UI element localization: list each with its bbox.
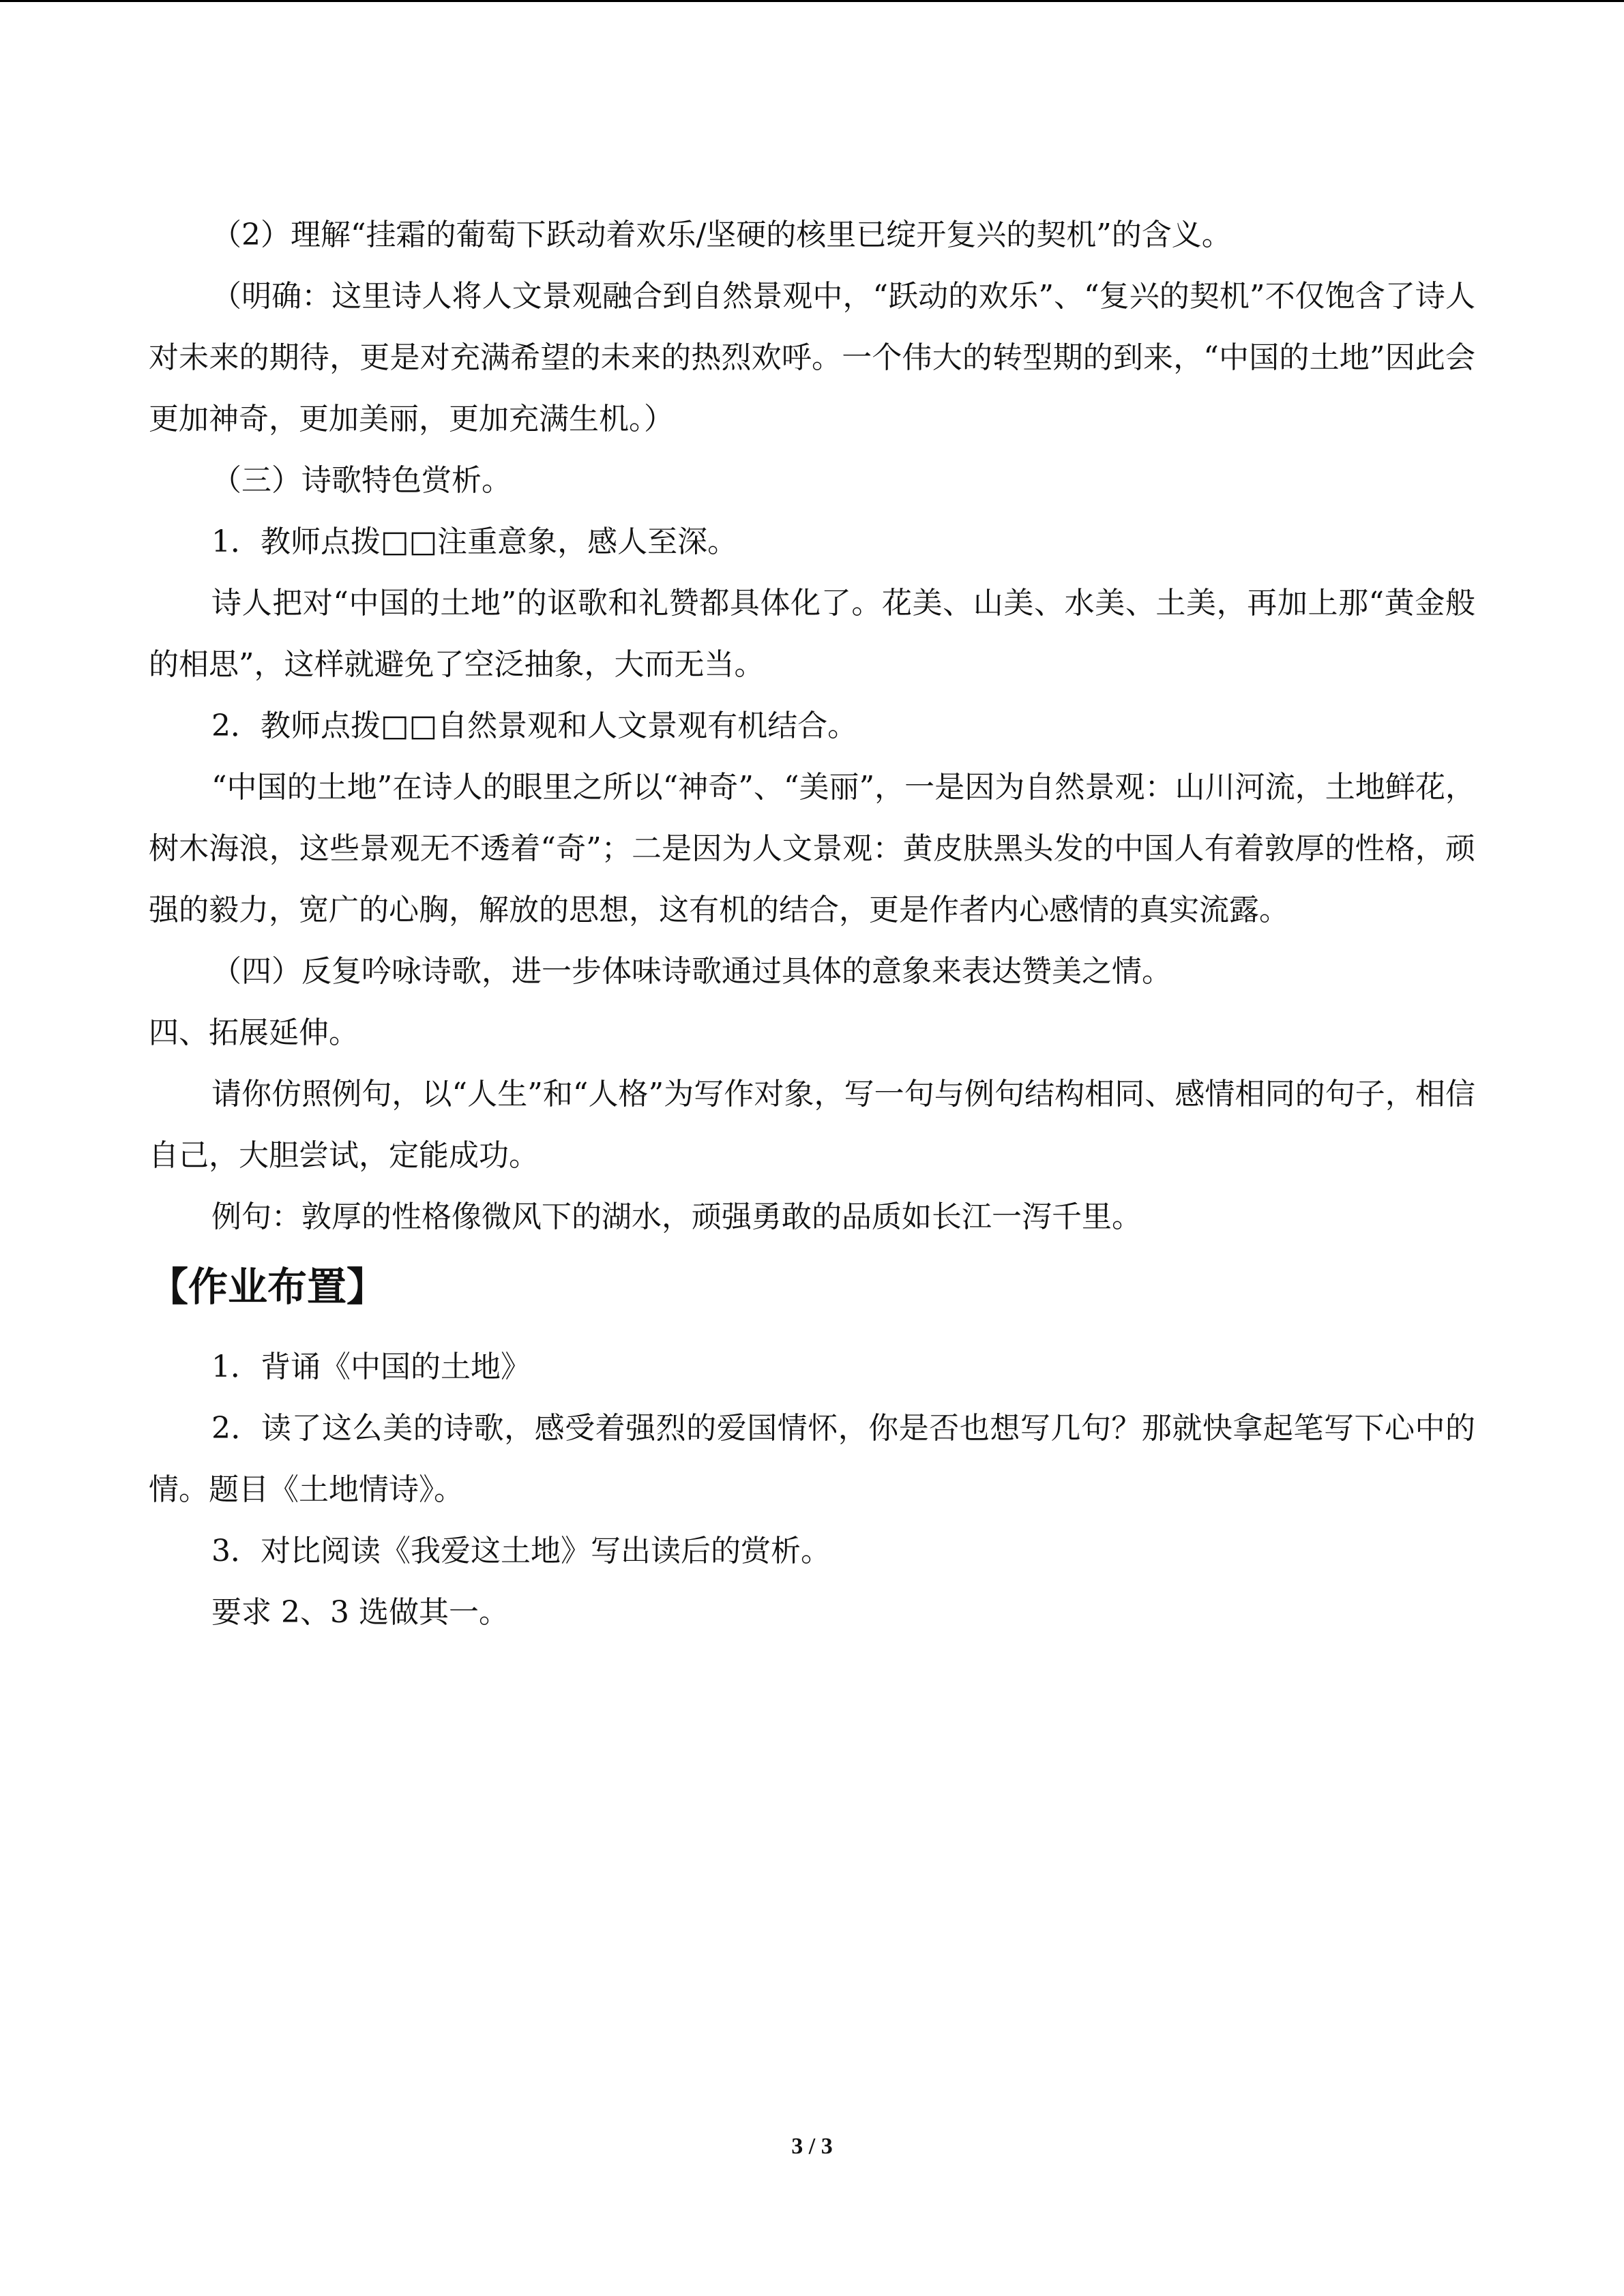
section-heading-extension: 四、拓展延伸。 xyxy=(149,1015,359,1050)
paragraph: 2．读了这么美的诗歌，感受着强烈的爱国情怀，你是否也想写几句？那就快拿起笔写下心中的情。题目《土地情诗》。 xyxy=(149,1411,1475,1507)
document-body xyxy=(149,205,1475,1643)
paragraph: 例句：敦厚的性格像微风下的湖水，顽强勇敢的品质如长江一泻千里。 xyxy=(211,1199,1142,1234)
top-border-line xyxy=(0,0,1624,2)
paragraph: 1．背诵《中国的土地》 xyxy=(211,1350,531,1384)
paragraph: “中国的土地”在诗人的眼里之所以“神奇”、“美丽”，一是因为自然景观：山川河流，土地鲜花，树木海浪，这些景观无不透着“奇”；二是因为人文景观：黄皮肤黑头发的中国人有着敦厚的性格，顽强的毅力，宽广的心胸，解放的思想，这有机的结合，更是作者内心感情的真实流露。 xyxy=(149,770,1475,927)
paragraph: 3．对比阅读《我爱这土地》写出读后的赏析。 xyxy=(211,1534,831,1568)
paragraph: （明确：这里诗人将人文景观融合到自然景观中，“跃动的欢乐”、“复兴的契机”不仅饱含了诗人对未来的期待，更是对充满希望的未来的热烈欢呼。一个伟大的转型期的到来，“中国的土地”因此会更加神奇，更加美丽，更加充满生机。） xyxy=(149,279,1475,436)
paragraph: 1．教师点拨□□注重意象，感人至深。 xyxy=(211,524,738,559)
paragraph: 2．教师点拨□□自然景观和人文景观有机结合。 xyxy=(211,709,858,743)
paragraph: （2）理解“挂霜的葡萄下跃动着欢乐/坚硬的核里已绽开复兴的契机”的含义。 xyxy=(211,218,1232,252)
paragraph: （四）反复吟咏诗歌，进一步体味诗歌通过具体的意象来表达赞美之情。 xyxy=(211,954,1172,989)
paragraph: 诗人把对“中国的土地”的讴歌和礼赞都具体化了。花美、山美、水美、土美，再加上那“黄金般的相思”，这样就避免了空泛抽象，大而无当。 xyxy=(149,586,1475,682)
paragraph: 要求 2、3 选做其一。 xyxy=(211,1595,509,1630)
homework-heading: 【作业布置】 xyxy=(149,1264,387,1310)
paragraph: （三）诗歌特色赏析。 xyxy=(211,463,512,498)
page-number: 3 / 3 xyxy=(791,2134,833,2159)
paragraph: 请你仿照例句，以“人生”和“人格”为写作对象，写一句与例句结构相同、感情相同的句子，相信自己，大胆尝试，定能成功。 xyxy=(149,1077,1475,1173)
